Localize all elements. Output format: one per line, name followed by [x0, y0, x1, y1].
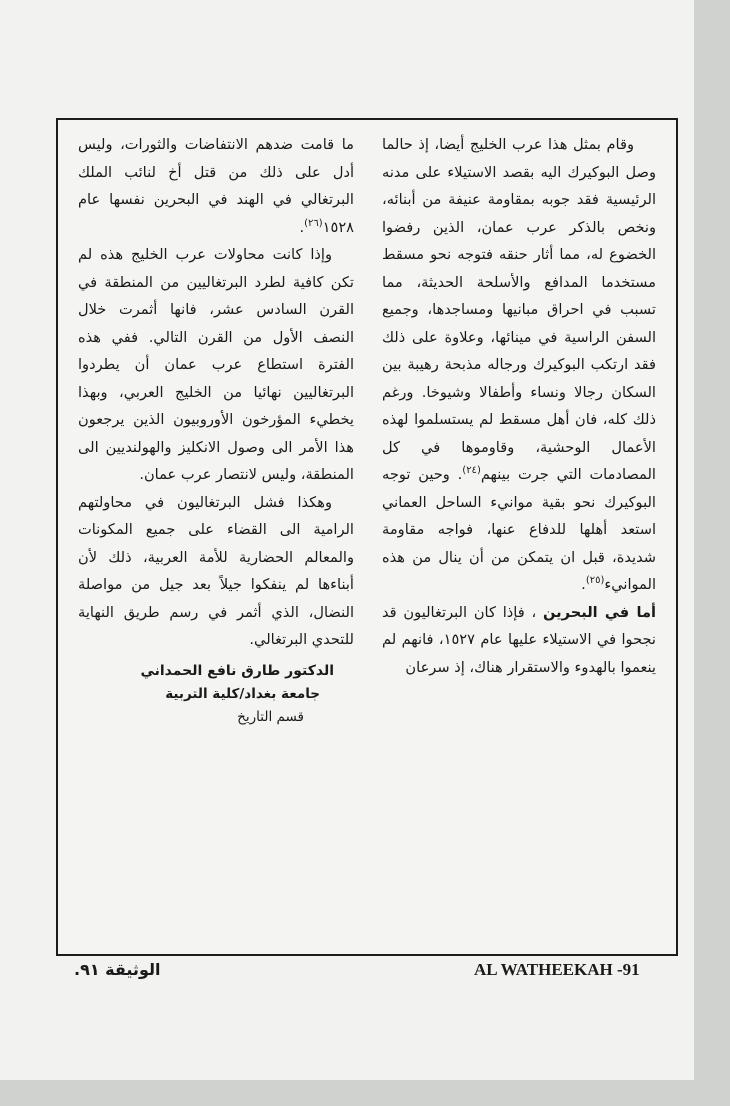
paragraph-text: وقام بمثل هذا عرب الخليج أيضا، إذ حالما وصل البوكيرك اليه بقصد الاستيلاء على مدنه الرئيسية فقد جوبه بمقاومة عنيفة من أبنائه، ونخص بالذكر عرب عمان، الذين رفضوا الخضوع له، مما أثار حنقه فتوجه نحو مسقط مستخدما المدافع والأسلحة الحديثة، مما تسبب في احراق مبانيها ومساجدها، وجميع السفن الراسية في مينائها، وعلاوة على ذلك فقد ارتكب البوكيرك ورجاله مذبحة رهيبة بين السكان رجالا ونساء وأطفالا وشيوخا. ورغم ذلك كله، فان أهل مسقط لم يستسلموا لهذه الأعمال الوحشية، وقاوموها في كل المصادمات التي جرت بينهم	[382, 136, 656, 483]
paragraph	[382, 131, 656, 599]
footnote-ref: (٢٥)	[585, 575, 605, 587]
paragraph	[78, 131, 354, 241]
paragraph-text: ما قامت ضدهم الانتفاضات والثورات، وليس أدل على ذلك من قتل أخ لنائب الملك البرتغالي في الهند في البحرين نفسها عام ١٥٢٨	[78, 136, 354, 236]
paragraph: وإذا كانت محاولات عرب الخليج هذه لم تكن كافية لطرد البرتغاليين من المنطقة في القرن السادس عشر، فانها أثمرت خلال النصف الأول من القرن التالي. ففي هذه الفترة استطاع عرب عمان أن يطردوا البرتغاليين نهائيا من الخليج العربي، وبهذا يخطيء المؤرخون الأوروبيون الذين يرجعون هذا الأمر الى وصول الانكليز والهولنديين الى المنطقة، وليس لانتصار عرب عمان.	[78, 246, 354, 483]
author-name: الدكتور طارق نافع الحمداني	[140, 662, 334, 679]
author-department: قسم التاريخ	[237, 708, 304, 725]
footer-arabic-title: الوثيقة ٩١.	[74, 960, 161, 979]
footer-english-title: AL WATHEEKAH -91	[474, 960, 640, 979]
paragraph	[382, 599, 656, 682]
right-column	[382, 131, 656, 681]
left-column	[78, 131, 354, 729]
punctuation: .	[581, 576, 586, 593]
paragraph: وهكذا فشل البرتغاليون في محاولتهم الرامية الى القضاء على جميع المكونات والمعالم الحضارية للأمة العربية، ذلك لأن أبناءها لم ينفكوا جيلاً بعد جيل من مواصلة النضال، الذي أثمر في رسم طريق النهاية للتحدي البرتغالي.	[78, 493, 354, 648]
footnote-ref: (٢٦)	[304, 217, 323, 229]
author-affiliation: جامعة بغداد/كلية التربية	[165, 685, 320, 702]
punctuation: .	[299, 218, 305, 236]
paragraph-text: ، فإذا كان البرتغاليون قد نجحوا في الاستيلاء عليها عام ١٥٢٧، فانهم لم ينعموا بالهدوء والاستقرار هناك، إذ سرعان	[382, 603, 656, 676]
author-signature	[78, 660, 354, 729]
footnote-ref: (٢٤)	[462, 465, 481, 477]
paragraph-text: . وحين توجه البوكيرك نحو بقية موانيء الساحل العماني استعد أهلها للدفاع عنها، فواجه مقاومة شديدة، قبل ان يتمكن من أن ينال من هذه الموانيء	[382, 466, 656, 593]
section-lead-bold: أما في البحرين	[543, 603, 656, 621]
text-frame	[56, 118, 678, 956]
